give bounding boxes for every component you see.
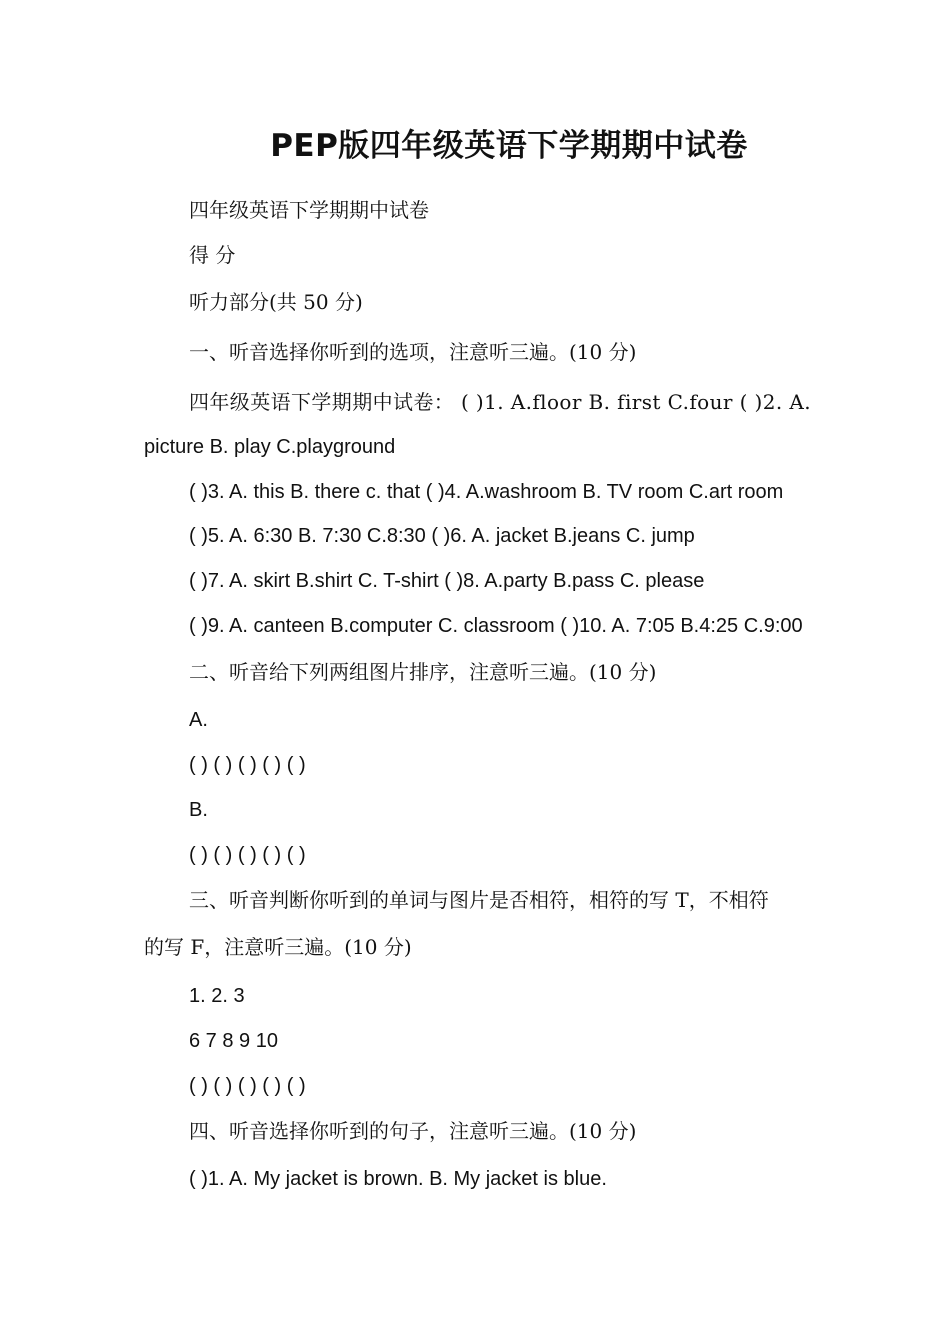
question-heading-1: 一、听音选择你听到的选项，注意听三遍。(10 分) — [189, 340, 637, 364]
question-heading-3: 三、听音判断你听到的单词与图片是否相符，相符的写 T，不相符 — [189, 888, 769, 912]
score-label: 得 分 — [189, 243, 236, 267]
question-line: ( )1. A. My jacket is brown. B. My jacket is blue. — [189, 1168, 607, 1190]
document-title: PEP版四年级英语下学期期中试卷 — [270, 128, 748, 164]
question-line: ( )7. A. skirt B.shirt C. T-shirt ( )8. A.party B.pass C. please — [189, 570, 705, 592]
question-line: ( )9. A. canteen B.computer C. classroom ( )10. A. 7:05 B.4:25 C.9:00 — [189, 615, 803, 637]
question-line: ( )5. A. 6:30 B. 7:30 C.8:30 ( )6. A. jacket B.jeans C. jump — [189, 525, 695, 547]
question-line: ( )3. A. this B. there c. that ( )4. A.washroom B. TV room C.art room — [189, 481, 784, 503]
section-heading-listening: 听力部分(共 50 分) — [189, 290, 363, 314]
group-label-b: B. — [189, 799, 208, 821]
subtitle-line: 四年级英语下学期期中试卷 — [189, 198, 429, 222]
question-heading-4: 四、听音选择你听到的句子，注意听三遍。(10 分) — [189, 1119, 637, 1143]
answer-blanks: ( ) ( ) ( ) ( ) ( ) — [189, 844, 306, 866]
number-row: 6 7 8 9 10 — [189, 1030, 278, 1052]
question-heading-2: 二、听音给下列两组图片排序，注意听三遍。(10 分) — [189, 660, 657, 684]
number-row: 1. 2. 3 — [189, 985, 245, 1007]
answer-blanks: ( ) ( ) ( ) ( ) ( ) — [189, 1075, 306, 1097]
answer-blanks: ( ) ( ) ( ) ( ) ( ) — [189, 754, 306, 776]
group-label-a: A. — [189, 709, 208, 731]
question-heading-3-continued: 的写 F，注意听三遍。(10 分) — [144, 935, 412, 959]
question-line: 四年级英语下学期期中试卷： ( )1. A.floor B. first C.four ( )2. A. — [189, 390, 811, 414]
question-line-continued: picture B. play C.playground — [144, 436, 396, 458]
